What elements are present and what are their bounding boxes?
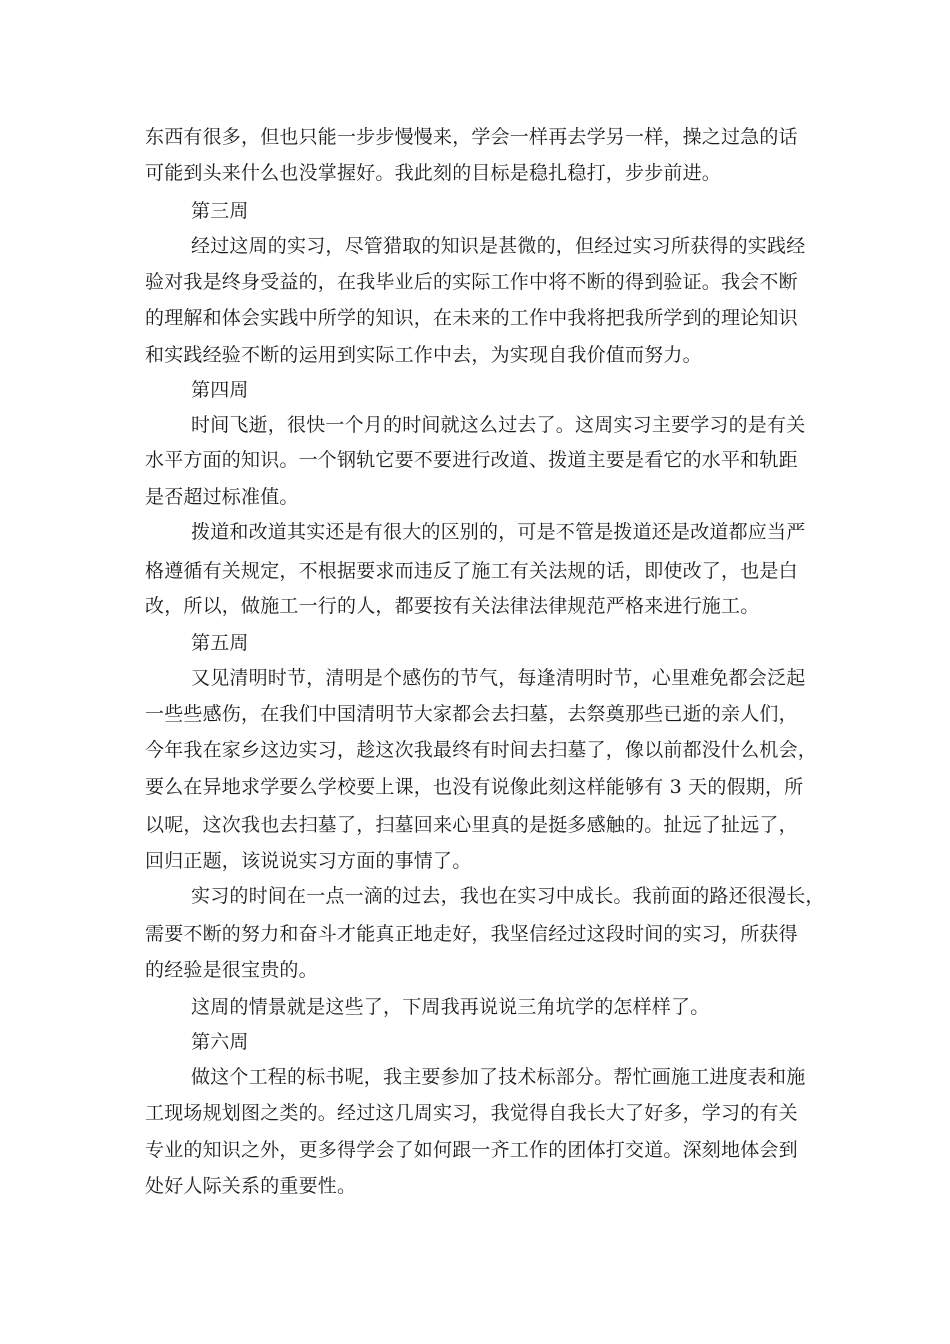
paragraph-line: 要么在异地求学要么学校要上课，也没有说像此刻这样能够有 3 天的假期，所 xyxy=(145,776,804,798)
paragraph-line: 的理解和体会实践中所学的知识，在未来的工作中我将把我所学到的理论知识 xyxy=(145,307,798,329)
paragraph-line: 又见清明时节，清明是个感伤的节气，每逢清明时节，心里难免都会泛起 xyxy=(191,667,806,689)
paragraph-line: 实习的时间在一点一滴的过去，我也在实习中成长。我前面的路还很漫长， xyxy=(191,885,825,907)
paragraph-line: 专业的知识之外，更多得学会了如何跟一齐工作的团体打交道。深刻地体会到 xyxy=(145,1139,798,1161)
paragraph-line: 拨道和改道其实还是有很大的区别的，可是不管是拨道还是改道都应当严 xyxy=(191,521,806,543)
paragraph-line: 以呢，这次我也去扫墓了，扫墓回来心里真的是挺多感触的。扯远了扯远了， xyxy=(145,814,798,836)
paragraph-line: 东西有很多，但也只能一步步慢慢来，学会一样再去学另一样，操之过急的话 xyxy=(145,126,798,148)
paragraph-line: 回归正题，该说说实习方面的事情了。 xyxy=(145,850,472,872)
paragraph-line: 这周的情景就是这些了，下周我再说说三角坑学的怎样样了。 xyxy=(191,996,710,1018)
paragraph-line: 一些些感伤，在我们中国清明节大家都会去扫墓，去祭奠那些已逝的亲人们， xyxy=(145,703,798,725)
paragraph-line: 处好人际关系的重要性。 xyxy=(145,1175,357,1197)
paragraph-line: 工现场规划图之类的。经过这几周实习，我觉得自我长大了好多，学习的有关 xyxy=(145,1102,798,1124)
paragraph-line: 时间飞逝，很快一个月的时间就这么过去了。这周实习主要学习的是有关 xyxy=(191,414,806,436)
paragraph-line: 经过这周的实习，尽管猎取的知识是甚微的，但经过实习所获得的实践经 xyxy=(191,235,806,257)
paragraph-line: 今年我在家乡这边实习，趁这次我最终有时间去扫墓了，像以前都没什么机会， xyxy=(145,739,818,761)
paragraph-line: 做这个工程的标书呢，我主要参加了技术标部分。帮忙画施工进度表和施 xyxy=(191,1066,806,1088)
paragraph-line: 是否超过标准值。 xyxy=(145,486,299,508)
paragraph-line: 可能到头来什么也没掌握好。我此刻的目标是稳扎稳打，步步前进。 xyxy=(145,162,722,184)
paragraph-line: 验对我是终身受益的，在我毕业后的实际工作中将不断的得到验证。我会不断 xyxy=(145,271,798,293)
paragraph-line: 格遵循有关规定，不根据要求而违反了施工有关法规的话，即使改了，也是白 xyxy=(145,560,798,582)
paragraph-line: 改，所以，做施工一行的人，都要按有关法律法律规范严格来进行施工。 xyxy=(145,595,760,617)
section-heading-week-5: 第五周 xyxy=(191,632,249,654)
paragraph-line: 水平方面的知识。一个钢轨它要不要进行改道、拨道主要是看它的水平和轨距 xyxy=(145,449,798,471)
section-heading-week-4: 第四周 xyxy=(191,379,249,401)
paragraph-line: 的经验是很宝贵的。 xyxy=(145,959,318,981)
section-heading-week-6: 第六周 xyxy=(191,1031,249,1053)
section-heading-week-3: 第三周 xyxy=(191,200,249,222)
paragraph-line: 和实践经验不断的运用到实际工作中去，为实现自我价值而努力。 xyxy=(145,344,702,366)
paragraph-line: 需要不断的努力和奋斗才能真正地走好，我坚信经过这段时间的实习，所获得 xyxy=(145,923,798,945)
